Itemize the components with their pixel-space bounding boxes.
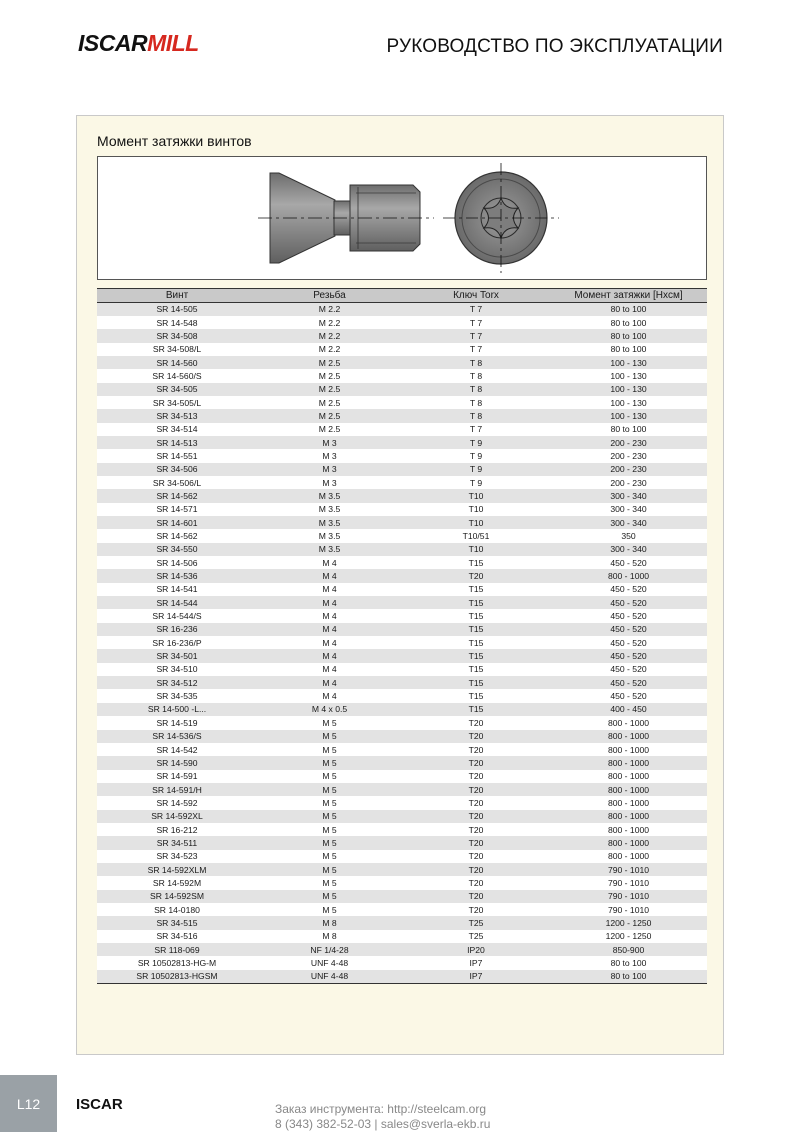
table-row bbox=[97, 529, 707, 542]
cell-screw: SR 10502813-HGSM bbox=[97, 970, 257, 983]
cell-thread: M 4 bbox=[257, 596, 402, 609]
cell-torx-key: T25 bbox=[402, 916, 550, 929]
cell-screw: SR 14-544 bbox=[97, 596, 257, 609]
cell-thread: M 5 bbox=[257, 890, 402, 903]
cell-screw: SR 34-514 bbox=[97, 423, 257, 436]
cell-screw: SR 14-560 bbox=[97, 356, 257, 369]
cell-screw: SR 14-562 bbox=[97, 529, 257, 542]
cell-torx-key: T15 bbox=[402, 703, 550, 716]
logo-part-1: ISCAR bbox=[78, 30, 148, 56]
cell-screw: SR 14-519 bbox=[97, 716, 257, 729]
table-row bbox=[97, 489, 707, 502]
cell-torx-key: T 7 bbox=[402, 303, 550, 316]
table-row bbox=[97, 436, 707, 449]
cell-thread: M 5 bbox=[257, 743, 402, 756]
cell-torx-key: T20 bbox=[402, 569, 550, 582]
cell-torx-key: T15 bbox=[402, 623, 550, 636]
cell-torx-key: T20 bbox=[402, 743, 550, 756]
table-row bbox=[97, 903, 707, 916]
cell-screw: SR 14-562 bbox=[97, 489, 257, 502]
cell-torx-key: T20 bbox=[402, 903, 550, 916]
cell-screw: SR 14-506 bbox=[97, 556, 257, 569]
table-row bbox=[97, 329, 707, 342]
cell-torx-key: T 9 bbox=[402, 476, 550, 489]
table-row bbox=[97, 863, 707, 876]
content-panel bbox=[76, 115, 724, 1055]
cell-torque: 800 - 1000 bbox=[550, 569, 707, 582]
cell-thread: M 2.5 bbox=[257, 396, 402, 409]
cell-torque: 300 - 340 bbox=[550, 489, 707, 502]
table-row bbox=[97, 596, 707, 609]
table-row bbox=[97, 916, 707, 929]
cell-thread: UNF 4-48 bbox=[257, 956, 402, 969]
table-row bbox=[97, 303, 707, 316]
table-header-row bbox=[97, 289, 707, 303]
table-row bbox=[97, 930, 707, 943]
cell-torque: 790 - 1010 bbox=[550, 903, 707, 916]
cell-torque: 800 - 1000 bbox=[550, 796, 707, 809]
cell-thread: M 5 bbox=[257, 730, 402, 743]
table-row bbox=[97, 569, 707, 582]
cell-torx-key: T 9 bbox=[402, 436, 550, 449]
cell-screw: SR 34-516 bbox=[97, 930, 257, 943]
cell-screw: SR 14-505 bbox=[97, 303, 257, 316]
table-row bbox=[97, 463, 707, 476]
cell-thread: M 5 bbox=[257, 876, 402, 889]
table-row bbox=[97, 649, 707, 662]
cell-torx-key: T20 bbox=[402, 796, 550, 809]
table-row bbox=[97, 676, 707, 689]
cell-torx-key: T 8 bbox=[402, 396, 550, 409]
cell-thread: UNF 4-48 bbox=[257, 970, 402, 983]
cell-torx-key: T15 bbox=[402, 649, 550, 662]
cell-torque: 800 - 1000 bbox=[550, 783, 707, 796]
cell-screw: SR 34-512 bbox=[97, 676, 257, 689]
cell-screw: SR 14-536/S bbox=[97, 730, 257, 743]
cell-thread: M 4 bbox=[257, 556, 402, 569]
cell-screw: SR 14-536 bbox=[97, 569, 257, 582]
cell-torque: 300 - 340 bbox=[550, 503, 707, 516]
cell-screw: SR 14-571 bbox=[97, 503, 257, 516]
cell-torx-key: T20 bbox=[402, 850, 550, 863]
cell-thread: M 2.5 bbox=[257, 383, 402, 396]
cell-torque: 790 - 1010 bbox=[550, 890, 707, 903]
table-row bbox=[97, 783, 707, 796]
table-row bbox=[97, 876, 707, 889]
cell-screw: SR 14-560/S bbox=[97, 369, 257, 382]
table-row bbox=[97, 956, 707, 969]
cell-thread: M 3 bbox=[257, 463, 402, 476]
table-row bbox=[97, 689, 707, 702]
cell-thread: M 3.5 bbox=[257, 529, 402, 542]
cell-torx-key: T10 bbox=[402, 503, 550, 516]
cell-thread: M 3.5 bbox=[257, 543, 402, 556]
cell-torque: 800 - 1000 bbox=[550, 716, 707, 729]
cell-torque: 800 - 1000 bbox=[550, 823, 707, 836]
footer-brand: ISCAR bbox=[76, 1096, 123, 1113]
torque-table bbox=[97, 288, 707, 984]
table-row bbox=[97, 970, 707, 983]
cell-torx-key: T 9 bbox=[402, 463, 550, 476]
screw-drawing bbox=[97, 156, 707, 280]
cell-screw: SR 14-544/S bbox=[97, 609, 257, 622]
cell-screw: SR 34-523 bbox=[97, 850, 257, 863]
cell-torque: 450 - 520 bbox=[550, 596, 707, 609]
cell-screw: SR 34-508/L bbox=[97, 343, 257, 356]
cell-screw: SR 14-541 bbox=[97, 583, 257, 596]
table-row bbox=[97, 743, 707, 756]
cell-screw: SR 34-535 bbox=[97, 689, 257, 702]
cell-torque: 450 - 520 bbox=[550, 623, 707, 636]
cell-screw: SR 14-592XL bbox=[97, 810, 257, 823]
cell-torque: 80 to 100 bbox=[550, 343, 707, 356]
screw-illustration-icon bbox=[98, 157, 706, 279]
cell-thread: M 4 bbox=[257, 583, 402, 596]
cell-screw: SR 14-592 bbox=[97, 796, 257, 809]
cell-screw: SR 14-0180 bbox=[97, 903, 257, 916]
cell-screw: SR 34-505/L bbox=[97, 396, 257, 409]
cell-torx-key: T 7 bbox=[402, 343, 550, 356]
cell-thread: M 5 bbox=[257, 850, 402, 863]
table-row bbox=[97, 850, 707, 863]
cell-thread: M 3 bbox=[257, 436, 402, 449]
cell-torx-key: T20 bbox=[402, 783, 550, 796]
table-row bbox=[97, 476, 707, 489]
cell-screw: SR 14-590 bbox=[97, 756, 257, 769]
cell-torx-key: T20 bbox=[402, 863, 550, 876]
cell-torque: 200 - 230 bbox=[550, 476, 707, 489]
cell-torx-key: T10 bbox=[402, 543, 550, 556]
cell-torx-key: IP20 bbox=[402, 943, 550, 956]
cell-torx-key: T 8 bbox=[402, 383, 550, 396]
table-row bbox=[97, 943, 707, 956]
cell-screw: SR 14-591 bbox=[97, 770, 257, 783]
cell-thread: M 4 bbox=[257, 676, 402, 689]
cell-thread: M 2.2 bbox=[257, 303, 402, 316]
cell-thread: M 2.5 bbox=[257, 423, 402, 436]
table-row bbox=[97, 716, 707, 729]
cell-screw: SR 34-506 bbox=[97, 463, 257, 476]
cell-screw: SR 16-236 bbox=[97, 623, 257, 636]
cell-thread: M 4 bbox=[257, 663, 402, 676]
cell-thread: M 3 bbox=[257, 476, 402, 489]
cell-torque: 80 to 100 bbox=[550, 970, 707, 983]
cell-torque: 450 - 520 bbox=[550, 649, 707, 662]
table-row bbox=[97, 730, 707, 743]
column-header-torx-key: Ключ Torx bbox=[402, 289, 550, 303]
cell-thread: M 3.5 bbox=[257, 516, 402, 529]
cell-torque: 800 - 1000 bbox=[550, 810, 707, 823]
cell-thread: M 2.5 bbox=[257, 369, 402, 382]
cell-thread: M 5 bbox=[257, 756, 402, 769]
cell-screw: SR 34-508 bbox=[97, 329, 257, 342]
cell-thread: M 3.5 bbox=[257, 503, 402, 516]
cell-screw: SR 16-212 bbox=[97, 823, 257, 836]
cell-thread: M 5 bbox=[257, 863, 402, 876]
cell-thread: M 4 bbox=[257, 649, 402, 662]
cell-torx-key: T 7 bbox=[402, 329, 550, 342]
cell-torx-key: T15 bbox=[402, 583, 550, 596]
cell-thread: M 8 bbox=[257, 930, 402, 943]
table-row bbox=[97, 409, 707, 422]
cell-torque: 80 to 100 bbox=[550, 303, 707, 316]
cell-screw: SR 14-551 bbox=[97, 449, 257, 462]
cell-screw: SR 10502813-HG-M bbox=[97, 956, 257, 969]
cell-torx-key: T20 bbox=[402, 823, 550, 836]
cell-screw: SR 14-513 bbox=[97, 436, 257, 449]
page-number-tab: L12 bbox=[0, 1075, 57, 1132]
cell-thread: M 4 bbox=[257, 623, 402, 636]
cell-thread: M 5 bbox=[257, 783, 402, 796]
cell-torque: 800 - 1000 bbox=[550, 743, 707, 756]
table-row bbox=[97, 703, 707, 716]
cell-screw: SR 14-592SM bbox=[97, 890, 257, 903]
cell-torque: 450 - 520 bbox=[550, 636, 707, 649]
table-row bbox=[97, 810, 707, 823]
table-row bbox=[97, 383, 707, 396]
cell-torx-key: T20 bbox=[402, 876, 550, 889]
cell-torx-key: T15 bbox=[402, 596, 550, 609]
cell-torque: 80 to 100 bbox=[550, 329, 707, 342]
cell-torque: 300 - 340 bbox=[550, 543, 707, 556]
cell-torx-key: T20 bbox=[402, 730, 550, 743]
cell-torque: 450 - 520 bbox=[550, 583, 707, 596]
cell-torque: 80 to 100 bbox=[550, 956, 707, 969]
cell-torque: 350 bbox=[550, 529, 707, 542]
cell-torx-key: T15 bbox=[402, 689, 550, 702]
cell-screw: SR 34-510 bbox=[97, 663, 257, 676]
cell-torque: 800 - 1000 bbox=[550, 836, 707, 849]
cell-torx-key: T 7 bbox=[402, 423, 550, 436]
cell-torx-key: T20 bbox=[402, 770, 550, 783]
cell-torx-key: T15 bbox=[402, 636, 550, 649]
cell-torx-key: T15 bbox=[402, 676, 550, 689]
cell-screw: SR 14-592XLM bbox=[97, 863, 257, 876]
table-row bbox=[97, 609, 707, 622]
cell-torque: 1200 - 1250 bbox=[550, 916, 707, 929]
cell-screw: SR 14-542 bbox=[97, 743, 257, 756]
cell-screw: SR 34-511 bbox=[97, 836, 257, 849]
cell-torque: 100 - 130 bbox=[550, 356, 707, 369]
cell-thread: M 8 bbox=[257, 916, 402, 929]
cell-torque: 1200 - 1250 bbox=[550, 930, 707, 943]
cell-screw: SR 118-069 bbox=[97, 943, 257, 956]
cell-torque: 790 - 1010 bbox=[550, 876, 707, 889]
logo-part-2: MILL bbox=[147, 30, 199, 56]
cell-torque: 100 - 130 bbox=[550, 409, 707, 422]
table-row bbox=[97, 543, 707, 556]
cell-screw: SR 14-548 bbox=[97, 316, 257, 329]
cell-screw: SR 34-501 bbox=[97, 649, 257, 662]
cell-torx-key: T25 bbox=[402, 930, 550, 943]
cell-torque: 450 - 520 bbox=[550, 689, 707, 702]
table-row bbox=[97, 356, 707, 369]
cell-screw: SR 14-601 bbox=[97, 516, 257, 529]
cell-torque: 200 - 230 bbox=[550, 449, 707, 462]
cell-torx-key: T15 bbox=[402, 609, 550, 622]
cell-screw: SR 14-500 -L... bbox=[97, 703, 257, 716]
cell-thread: M 5 bbox=[257, 823, 402, 836]
cell-torque: 850-900 bbox=[550, 943, 707, 956]
cell-thread: M 3.5 bbox=[257, 489, 402, 502]
cell-torque: 80 to 100 bbox=[550, 423, 707, 436]
table-row bbox=[97, 369, 707, 382]
cell-torque: 200 - 230 bbox=[550, 436, 707, 449]
cell-torx-key: T 9 bbox=[402, 449, 550, 462]
cell-torx-key: T15 bbox=[402, 663, 550, 676]
cell-torx-key: T20 bbox=[402, 716, 550, 729]
cell-torque: 450 - 520 bbox=[550, 609, 707, 622]
cell-thread: M 2.2 bbox=[257, 329, 402, 342]
cell-torx-key: T 8 bbox=[402, 409, 550, 422]
table-row bbox=[97, 516, 707, 529]
cell-thread: M 5 bbox=[257, 796, 402, 809]
table-row bbox=[97, 343, 707, 356]
cell-torx-key: T20 bbox=[402, 810, 550, 823]
cell-screw: SR 16-236/P bbox=[97, 636, 257, 649]
cell-torque: 100 - 130 bbox=[550, 396, 707, 409]
cell-torx-key: T10 bbox=[402, 489, 550, 502]
cell-thread: M 2.5 bbox=[257, 409, 402, 422]
column-header-thread: Резьба bbox=[257, 289, 402, 303]
footer-contact bbox=[275, 1102, 490, 1132]
cell-screw: SR 34-506/L bbox=[97, 476, 257, 489]
table-row bbox=[97, 556, 707, 569]
table-row bbox=[97, 756, 707, 769]
cell-thread: M 4 x 0.5 bbox=[257, 703, 402, 716]
cell-thread: NF 1/4-28 bbox=[257, 943, 402, 956]
cell-screw: SR 34-513 bbox=[97, 409, 257, 422]
cell-thread: M 5 bbox=[257, 810, 402, 823]
table-row bbox=[97, 770, 707, 783]
cell-torx-key: T10/51 bbox=[402, 529, 550, 542]
table-row bbox=[97, 890, 707, 903]
cell-torque: 100 - 130 bbox=[550, 369, 707, 382]
cell-screw: SR 34-550 bbox=[97, 543, 257, 556]
cell-torx-key: T15 bbox=[402, 556, 550, 569]
cell-torque: 800 - 1000 bbox=[550, 850, 707, 863]
section-title: Момент затяжки винтов bbox=[97, 133, 252, 149]
cell-torx-key: IP7 bbox=[402, 956, 550, 969]
contact-line: 8 (343) 382-52-03 | sales@sverla-ekb.ru bbox=[275, 1117, 491, 1131]
cell-thread: M 5 bbox=[257, 770, 402, 783]
table-row bbox=[97, 836, 707, 849]
table-row bbox=[97, 623, 707, 636]
cell-thread: M 4 bbox=[257, 689, 402, 702]
cell-thread: M 4 bbox=[257, 609, 402, 622]
cell-torx-key: T20 bbox=[402, 836, 550, 849]
document-title: РУКОВОДСТВО ПО ЭКСПЛУАТАЦИИ bbox=[386, 36, 723, 57]
table-row bbox=[97, 663, 707, 676]
column-header-screw: Винт bbox=[97, 289, 257, 303]
table-row bbox=[97, 316, 707, 329]
cell-screw: SR 34-515 bbox=[97, 916, 257, 929]
cell-thread: M 4 bbox=[257, 636, 402, 649]
column-header-torque: Момент затяжки [Нxсм] bbox=[550, 289, 707, 303]
cell-thread: M 2.5 bbox=[257, 356, 402, 369]
cell-screw: SR 14-591/H bbox=[97, 783, 257, 796]
cell-torque: 450 - 520 bbox=[550, 663, 707, 676]
cell-torx-key: T10 bbox=[402, 516, 550, 529]
table-row bbox=[97, 583, 707, 596]
cell-torque: 400 - 450 bbox=[550, 703, 707, 716]
table-row bbox=[97, 636, 707, 649]
table-row bbox=[97, 823, 707, 836]
cell-screw: SR 34-505 bbox=[97, 383, 257, 396]
cell-thread: M 5 bbox=[257, 836, 402, 849]
cell-thread: M 5 bbox=[257, 903, 402, 916]
cell-torque: 450 - 520 bbox=[550, 676, 707, 689]
table-body bbox=[97, 303, 707, 984]
cell-torx-key: T 8 bbox=[402, 369, 550, 382]
cell-torx-key: T 7 bbox=[402, 316, 550, 329]
cell-screw: SR 14-592M bbox=[97, 876, 257, 889]
cell-thread: M 3 bbox=[257, 449, 402, 462]
cell-torque: 80 to 100 bbox=[550, 316, 707, 329]
cell-thread: M 5 bbox=[257, 716, 402, 729]
cell-thread: M 2.2 bbox=[257, 343, 402, 356]
order-line: Заказ инструмента: http://steelcam.org bbox=[275, 1102, 487, 1116]
cell-torque: 300 - 340 bbox=[550, 516, 707, 529]
cell-torque: 100 - 130 bbox=[550, 383, 707, 396]
cell-torx-key: T20 bbox=[402, 890, 550, 903]
cell-torx-key: T20 bbox=[402, 756, 550, 769]
table-row bbox=[97, 423, 707, 436]
table-row bbox=[97, 503, 707, 516]
cell-torque: 200 - 230 bbox=[550, 463, 707, 476]
cell-torx-key: IP7 bbox=[402, 970, 550, 983]
cell-torque: 800 - 1000 bbox=[550, 756, 707, 769]
cell-torque: 800 - 1000 bbox=[550, 770, 707, 783]
table-row bbox=[97, 449, 707, 462]
cell-thread: M 4 bbox=[257, 569, 402, 582]
cell-torx-key: T 8 bbox=[402, 356, 550, 369]
cell-torque: 800 - 1000 bbox=[550, 730, 707, 743]
cell-torque: 790 - 1010 bbox=[550, 863, 707, 876]
brand-logo bbox=[78, 30, 199, 57]
table-row bbox=[97, 396, 707, 409]
cell-thread: M 2.2 bbox=[257, 316, 402, 329]
table-row bbox=[97, 796, 707, 809]
cell-torque: 450 - 520 bbox=[550, 556, 707, 569]
